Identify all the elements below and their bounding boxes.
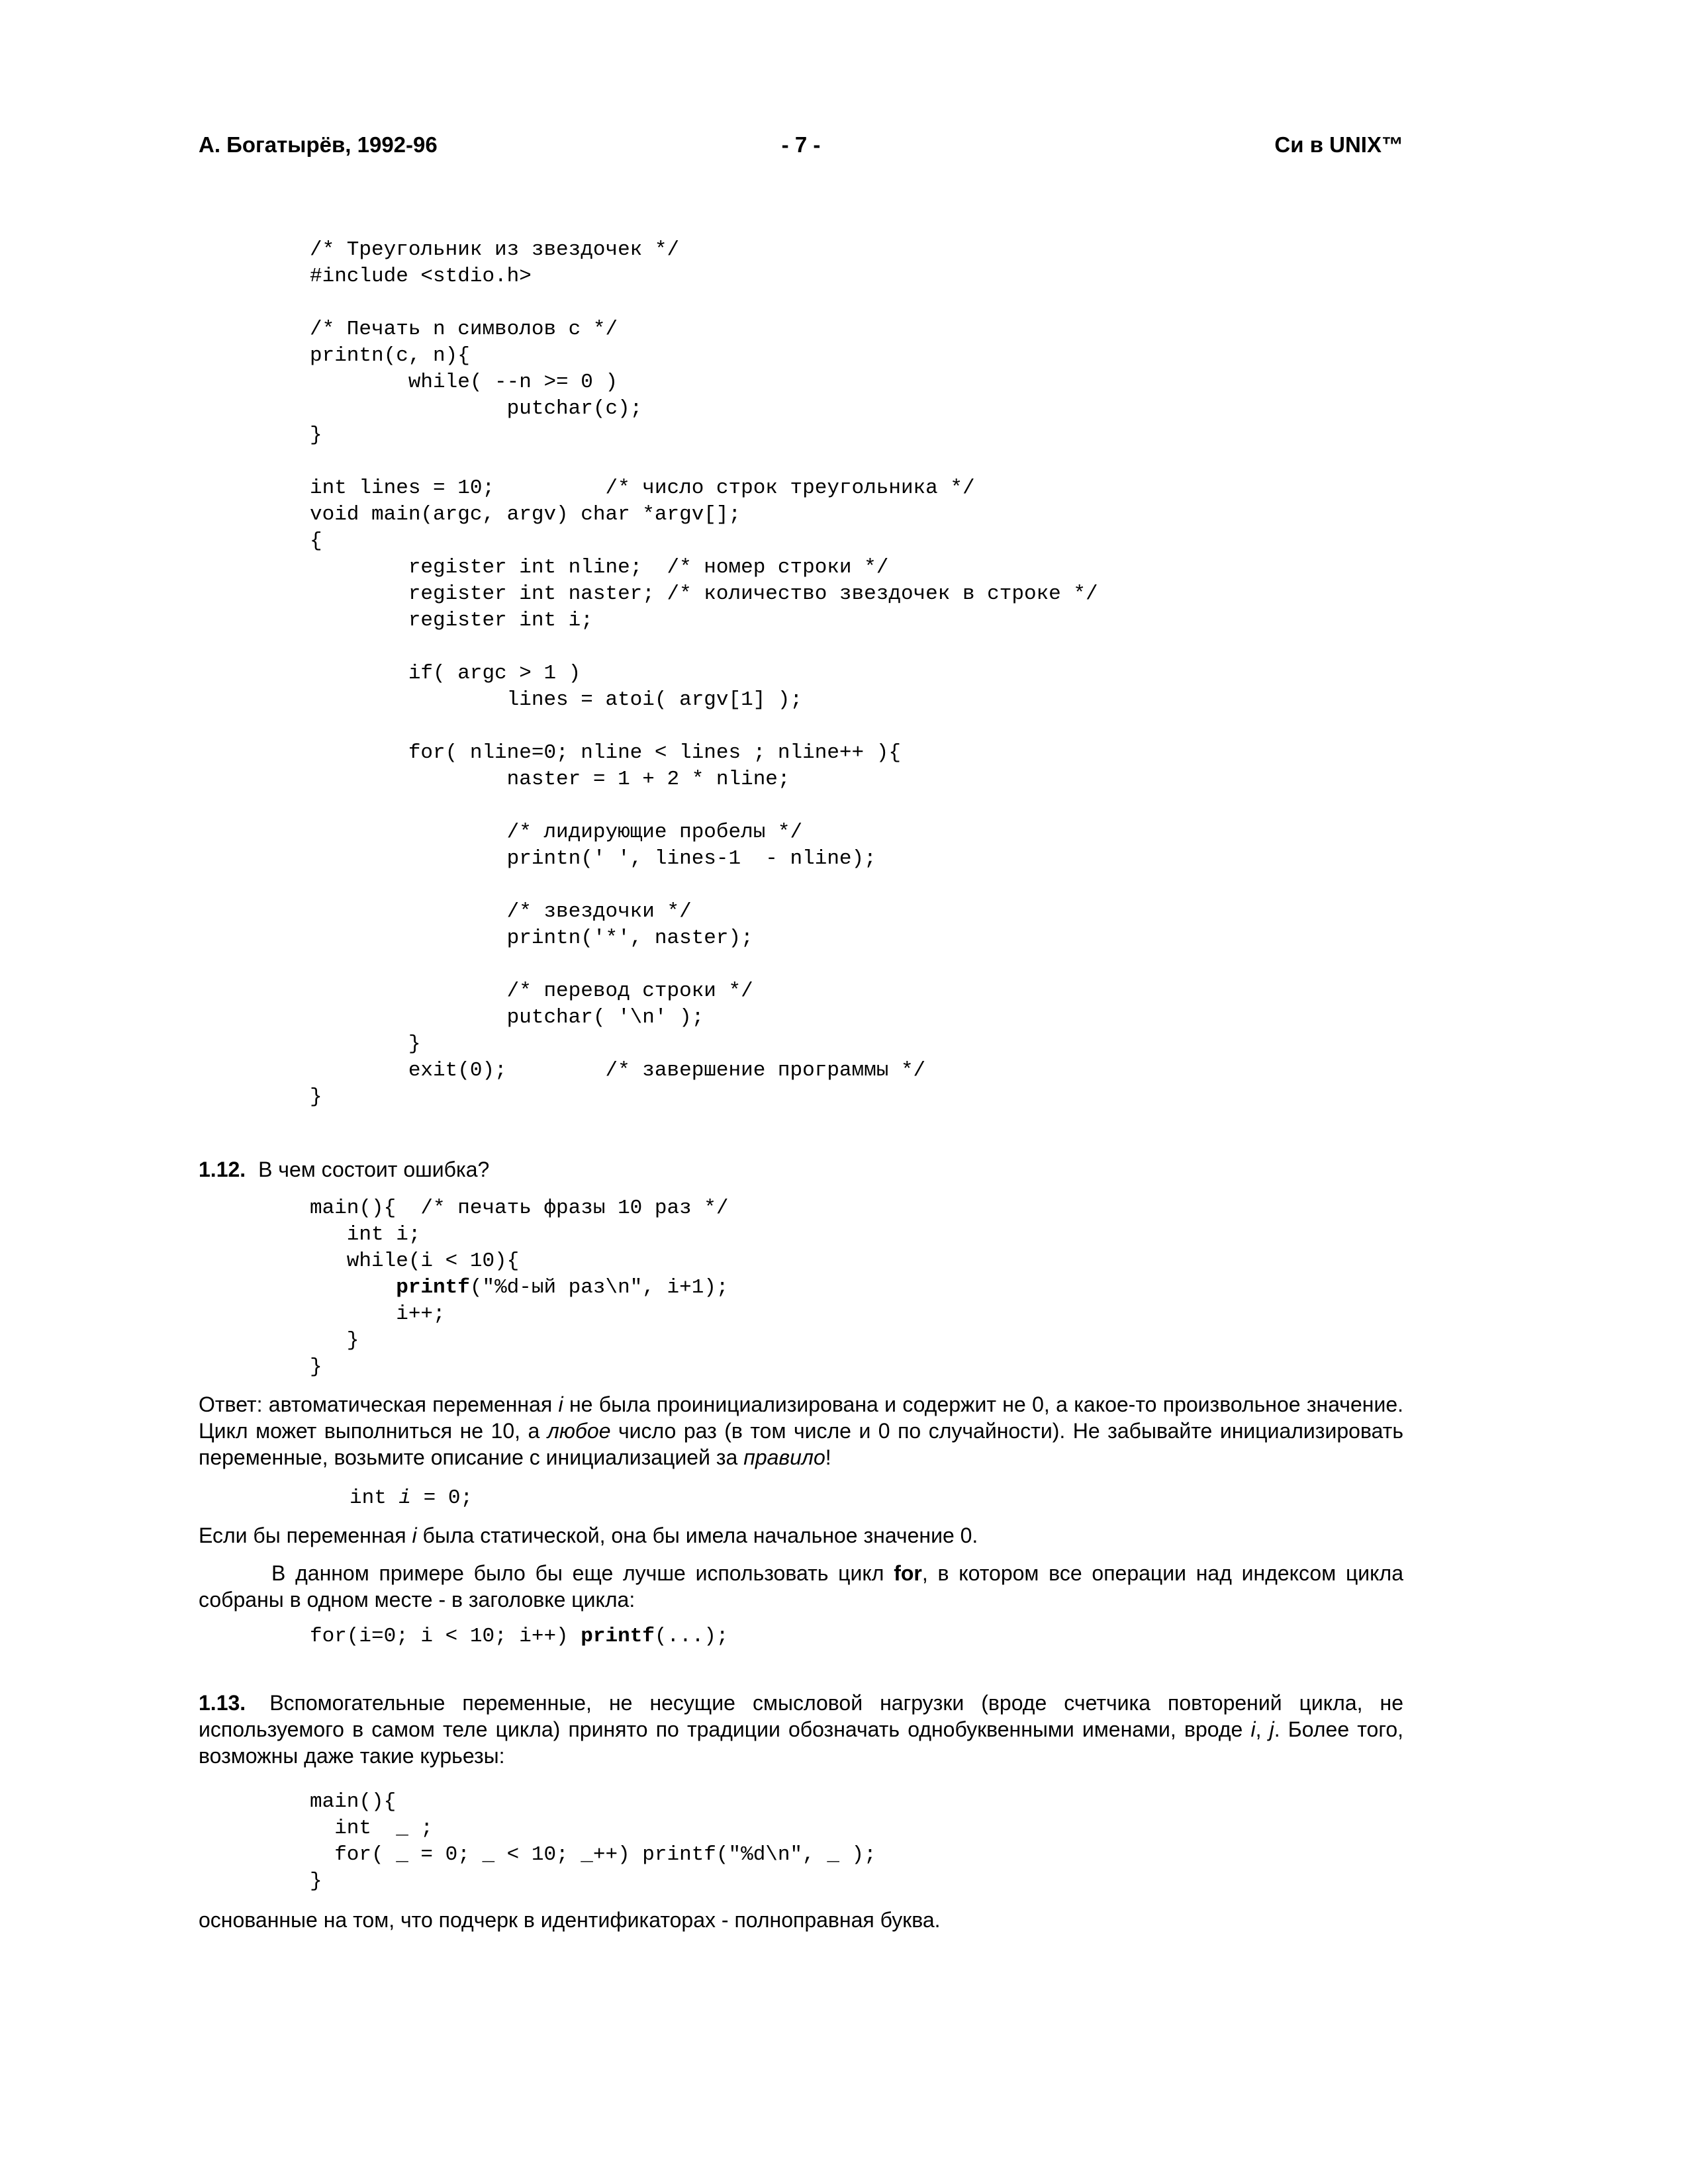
code-line: } (310, 1355, 322, 1379)
section-text: Вспомогательные переменные, не несущие смысловой нагрузки (вроде счетчика повторений цикла, не используемого в самом теле цикла) принято по традиции обозначать однобуквенными именами, вроде (199, 1691, 1404, 1741)
code-text: int (350, 1486, 399, 1510)
section-text: , (1255, 1717, 1270, 1741)
note-text: , в котором все операции над индексом цикла собраны в одном месте - в заголовке цикла: (199, 1561, 1404, 1612)
code-text: = 0; (411, 1486, 473, 1510)
section-number: 1.12. (199, 1158, 246, 1181)
answer-text: не была проинициализирована и содержит не 0, а какое-то произвольное значение. Цикл может выполниться не 10, а (199, 1392, 1404, 1443)
code-line: lines = atoi( argv[1] ); (310, 688, 803, 711)
code-line: register int naster; /* количество звездочек в строке */ (310, 582, 1098, 606)
code-line: } (310, 1870, 322, 1893)
code-line-rest: ("%d-ый раз\n", i+1); (469, 1276, 729, 1299)
note-text: В данном примере было бы еще лучше использовать цикл (271, 1561, 894, 1585)
note-text: Если бы переменная (199, 1524, 412, 1547)
code-line: for( nline=0; nline < lines ; nline++ ){ (310, 741, 901, 764)
code-line: /* Печать n символов c */ (310, 318, 618, 341)
code-line: /* Треугольник из звездочек */ (310, 238, 680, 261)
code-line-indent (310, 1276, 396, 1299)
code-line: main(){ /* печать фразы 10 раз */ (310, 1197, 729, 1220)
section-1-12-question (199, 1156, 1403, 1183)
code-line: } (310, 1032, 421, 1056)
header-author: А. Богатырёв, 1992-96 (199, 132, 438, 157)
code-line: void main(argc, argv) char *argv[]; (310, 503, 741, 526)
var-i: i (558, 1392, 563, 1416)
code-init-line (350, 1485, 473, 1512)
code-line: while(i < 10){ (310, 1250, 520, 1273)
code-line: /* перевод строки */ (310, 979, 753, 1003)
code-line: /* лидирующие пробелы */ (310, 821, 803, 844)
code-block-triangle (310, 237, 1098, 1111)
code-line: exit(0); /* завершение программы */ (310, 1059, 926, 1082)
emphasis-any: любое (547, 1419, 611, 1443)
code-block-underscore (310, 1789, 876, 1895)
code-line: register int nline; /* номер строки */ (310, 556, 889, 579)
header-page-number: - 7 - (781, 132, 821, 157)
code-var-i: i (399, 1486, 412, 1510)
var-j: j (1269, 1717, 1274, 1741)
code-line: i++; (310, 1302, 445, 1326)
var-i: i (1250, 1717, 1256, 1741)
code-line: #include <stdio.h> (310, 265, 532, 288)
code-line: printn(c, n){ (310, 344, 470, 367)
for-loop-note (199, 1560, 1403, 1613)
code-line: int i; (310, 1223, 421, 1246)
section-text: . Более того, возможны даже такие курьезы: (199, 1717, 1404, 1768)
page-header (199, 132, 1403, 172)
code-line: } (310, 424, 322, 447)
code-line: putchar(c); (310, 397, 643, 420)
code-block-error-example (310, 1195, 729, 1381)
answer-text: ! (825, 1445, 831, 1469)
var-i: i (412, 1524, 417, 1547)
code-line: } (310, 1085, 322, 1109)
code-keyword-printf: printf (581, 1625, 655, 1648)
question-text: В чем состоит ошибка? (258, 1158, 490, 1181)
answer-text: Ответ: автоматическая переменная (199, 1392, 559, 1416)
code-keyword-printf: printf (396, 1276, 470, 1299)
note-text: была статической, она бы имела начальное значение 0. (416, 1524, 978, 1547)
code-line: if( argc > 1 ) (310, 662, 581, 685)
code-line: register int i; (310, 609, 593, 632)
code-text: (...); (654, 1625, 729, 1648)
answer-paragraph (199, 1391, 1403, 1471)
code-line: naster = 1 + 2 * nline; (310, 768, 790, 791)
code-line: printn('*', naster); (310, 927, 753, 950)
keyword-for: for (894, 1561, 922, 1585)
section-1-13-paragraph (199, 1690, 1403, 1769)
answer-text: число раз (в том числе и 0 по случайности). Не забывайте инициализировать переменные, возьмите описание с инициализацией за (199, 1419, 1404, 1469)
conclusion-text: основанные на том, что подчерк в идентификаторах - полноправная буква. (199, 1908, 941, 1932)
header-book-title: Си в UNIX™ (1274, 132, 1403, 157)
code-line: } (310, 1329, 359, 1352)
code-line: while( --n >= 0 ) (310, 371, 618, 394)
code-line: int lines = 10; /* число строк треугольника */ (310, 477, 975, 500)
code-for-loop (310, 1623, 729, 1650)
section-number: 1.13. (199, 1691, 246, 1715)
code-line: { (310, 529, 322, 553)
emphasis-rule: правило (743, 1445, 825, 1469)
code-text: for(i=0; i < 10; i++) (310, 1625, 581, 1648)
code-line: putchar( '\n' ); (310, 1006, 704, 1029)
code-line: /* звездочки */ (310, 900, 692, 923)
code-line: for( _ = 0; _ < 10; _++) printf("%d\n", _ ); (310, 1843, 876, 1866)
code-line: int _ ; (310, 1817, 434, 1840)
static-variable-note (199, 1522, 1403, 1549)
code-line: main(){ (310, 1790, 397, 1813)
code-line: printn(' ', lines-1 - nline); (310, 847, 876, 870)
